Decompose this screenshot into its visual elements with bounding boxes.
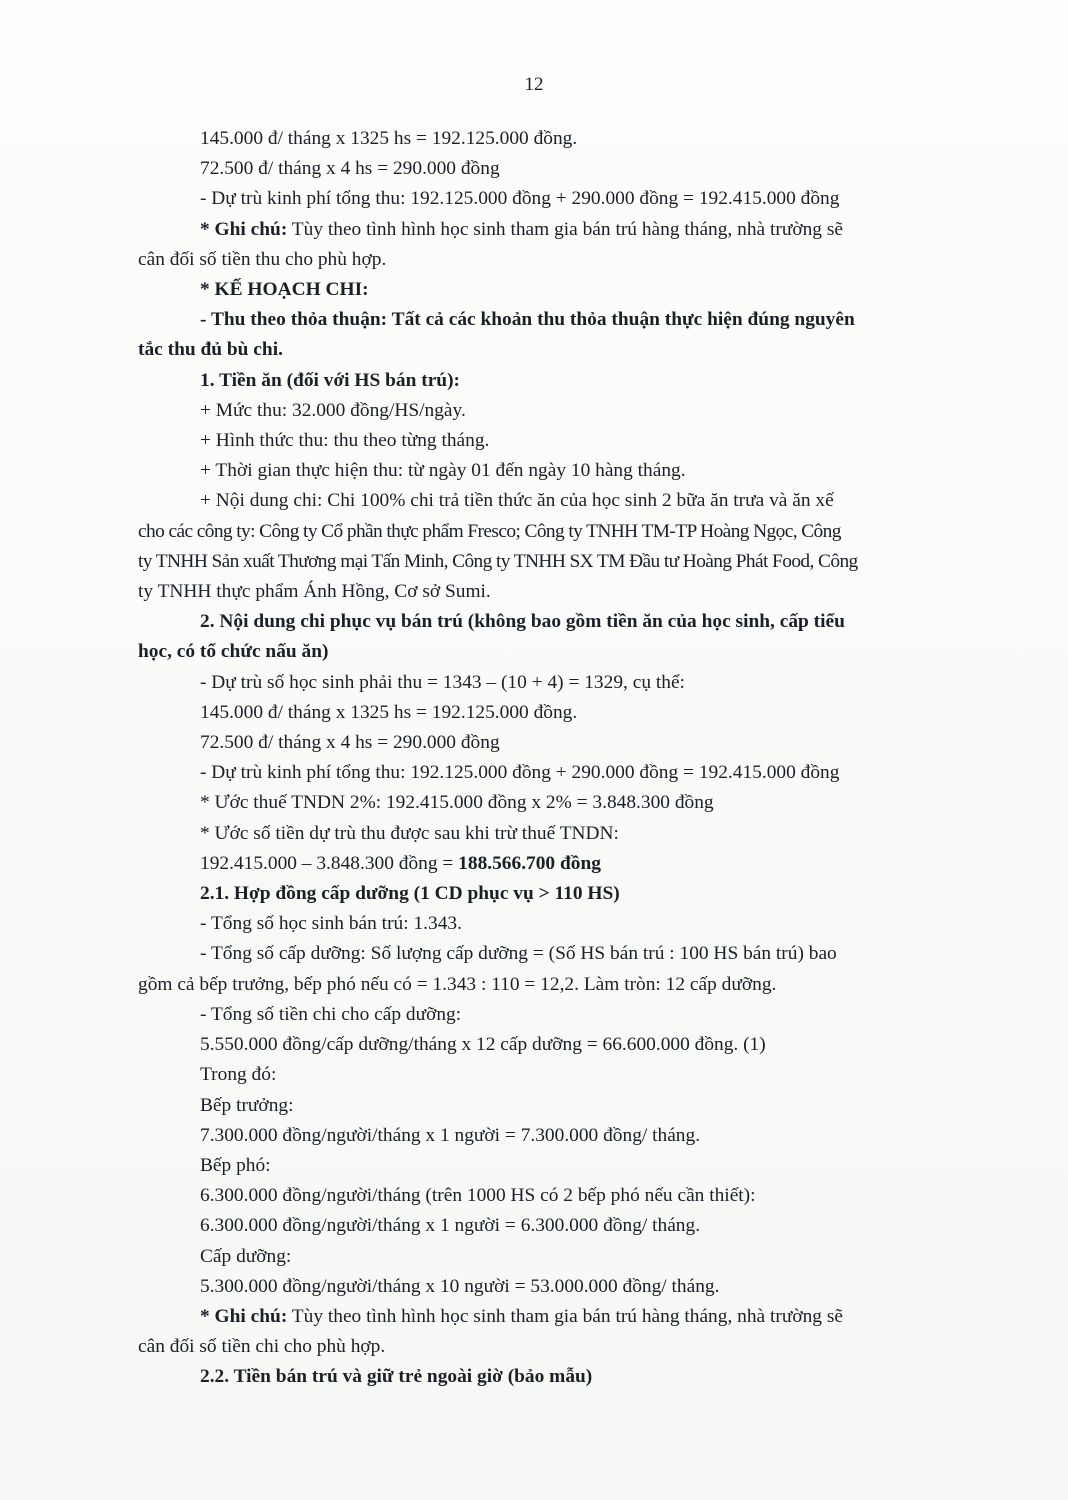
text-line: 5.550.000 đồng/cấp dưỡng/tháng x 12 cấp dưỡng = 66.600.000 đồng. (1) [200,1034,766,1056]
text-line: - Dự trù số học sinh phải thu = 1343 – (10 + 4) = 1329, cụ thể: [200,671,685,693]
calc-text: 192.415.000 – 3.848.300 đồng = [200,852,459,874]
section-heading: 2.2. Tiền bán trú và giữ trẻ ngoài giờ (bảo mẫu) [200,1366,593,1388]
text-line [138,849,976,879]
note-label: * Ghi chú: [200,1305,288,1327]
text-line: + Hình thức thu: thu theo từng tháng. [200,430,490,452]
text-line: 72.500 đ/ tháng x 4 hs = 290.000 đồng [200,158,500,180]
section-heading: 2. Nội dung chi phục vụ bán trú (không bao gồm tiền ăn của học sinh, cấp tiểu [200,611,845,633]
text-line: gồm cả bếp trưởng, bếp phó nếu có = 1.343 : 110 = 12,2. Làm tròn: 12 cấp dưỡng. [138,973,777,995]
text-line: - Dự trù kinh phí tổng thu: 192.125.000 đồng + 290.000 đồng = 192.415.000 đồng [200,762,840,784]
section-heading: 2.1. Hợp đồng cấp dưỡng (1 CD phục vụ > 110 HS) [200,883,620,905]
text-line: + Nội dung chi: Chi 100% chi trả tiền thức ăn của học sinh 2 bữa ăn trưa và ăn xế [200,490,834,512]
text-line: ty TNHH Sản xuất Thương mại Tấn Minh, Công ty TNHH SX TM Đầu tư Hoàng Phát Food, Công [138,550,858,572]
text-line: - Dự trù kinh phí tổng thu: 192.125.000 đồng + 290.000 đồng = 192.415.000 đồng [200,188,840,210]
text-line: * Ước thuế TNDN 2%: 192.415.000 đồng x 2% = 3.848.300 đồng [200,792,714,814]
text-line: * Ước số tiền dự trù thu được sau khi trừ thuế TNDN: [200,822,619,844]
text-line: + Thời gian thực hiện thu: từ ngày 01 đến ngày 10 hàng tháng. [200,460,686,482]
note-label: * Ghi chú: [200,218,288,240]
text-line: - Tổng số cấp dưỡng: Số lượng cấp dưỡng = (Số HS bán trú : 100 HS bán trú) bao [200,943,837,965]
text-line: ty TNHH thực phẩm Ánh Hồng, Cơ sở Sumi. [138,581,491,603]
text-line: 145.000 đ/ tháng x 1325 hs = 192.125.000 đồng. [200,701,578,723]
bold-line: tắc thu đủ bù chi. [138,339,283,361]
text-line: - Tổng số học sinh bán trú: 1.343. [200,913,462,935]
text-line: Bếp trưởng: [200,1094,294,1116]
text-line: cân đối số tiền chi cho phù hợp. [138,1336,386,1358]
text-line: 7.300.000 đồng/người/tháng x 1 người = 7.300.000 đồng/ tháng. [200,1124,701,1146]
note-line [138,1302,976,1332]
section-heading: 1. Tiền ăn (đối với HS bán trú): [200,369,461,391]
text-line: - Tổng số tiền chi cho cấp dưỡng: [200,1003,462,1025]
text-line: Bếp phó: [200,1154,271,1176]
section-heading: * KẾ HOẠCH CHI: [200,279,369,301]
section-heading: học, có tổ chức nấu ăn) [138,641,329,663]
text-line: cân đối số tiền thu cho phù hợp. [138,248,387,270]
text-line: Cấp dưỡng: [200,1245,292,1267]
note-line [138,215,976,245]
document-body [138,124,976,1393]
text-line: + Mức thu: 32.000 đồng/HS/ngày. [200,399,466,421]
text-line: 72.500 đ/ tháng x 4 hs = 290.000 đồng [200,732,500,754]
page-number: 12 [524,74,544,95]
text-line: 145.000 đ/ tháng x 1325 hs = 192.125.000 đồng. [200,128,578,149]
calc-result: 188.566.700 đồng [458,852,601,874]
text-line: 6.300.000 đồng/người/tháng x 1 người = 6.300.000 đồng/ tháng. [200,1215,701,1237]
text-line: 5.300.000 đồng/người/tháng x 10 người = 53.000.000 đồng/ tháng. [200,1275,720,1297]
bold-line: - Thu theo thỏa thuận: Tất cả các khoản thu thỏa thuận thực hiện đúng nguyên [200,309,855,331]
note-text: Tùy theo tình hình học sinh tham gia bán trú hàng tháng, nhà trường sẽ [287,1305,843,1327]
text-line: 6.300.000 đồng/người/tháng (trên 1000 HS có 2 bếp phó nếu cần thiết): [200,1185,756,1207]
note-text: Tùy theo tình hình học sinh tham gia bán trú hàng tháng, nhà trường sẽ [287,218,843,240]
text-line: cho các công ty: Công ty Cổ phần thực phẩm Fresco; Công ty TNHH TM-TP Hoàng Ngọc, Công [138,520,841,542]
text-line: Trong đó: [200,1064,277,1086]
